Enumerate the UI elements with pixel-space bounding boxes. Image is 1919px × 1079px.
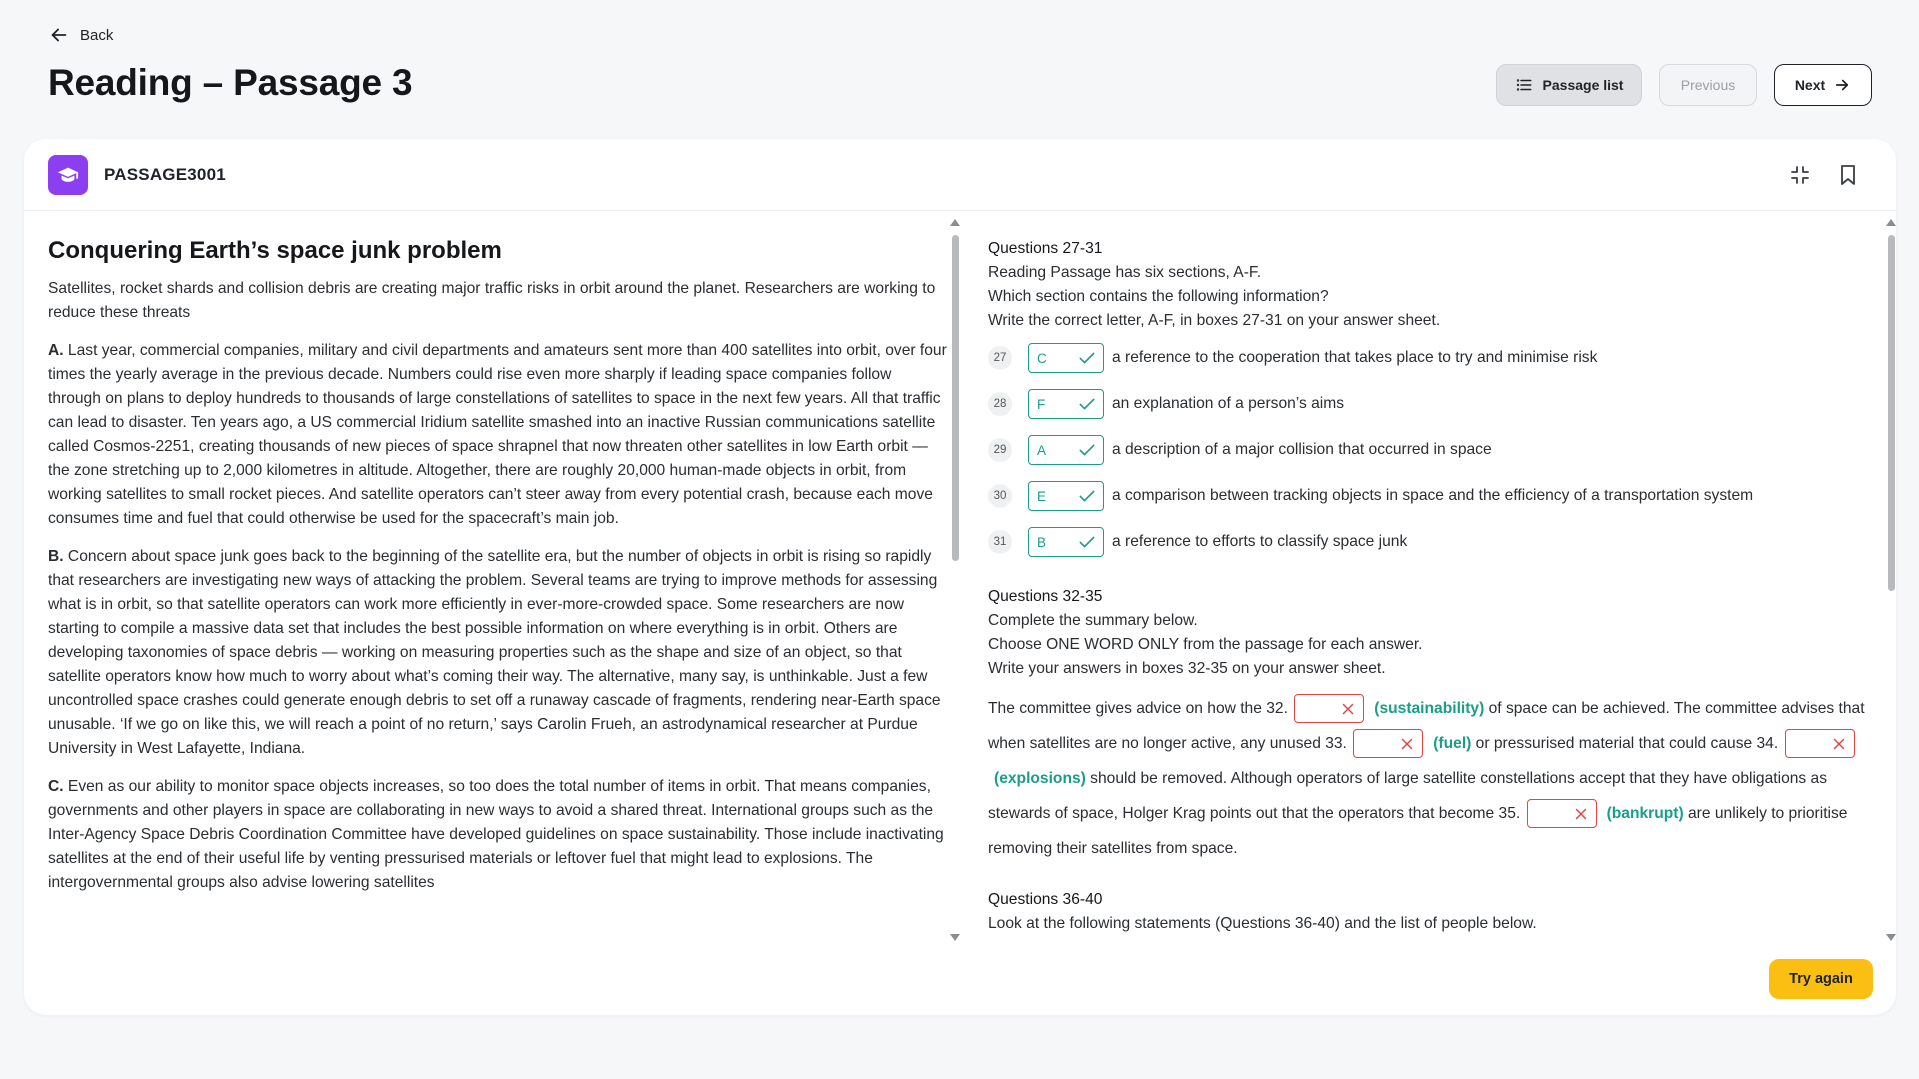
question-row <box>988 427 1880 473</box>
answer-select[interactable] <box>1028 481 1104 511</box>
question-row <box>988 519 1880 565</box>
instruction-line: Look at the following statements (Questions 36-40) and the list of people below. <box>988 915 1537 932</box>
next-button[interactable] <box>1774 64 1872 106</box>
summary-text: of space can be achieved. The committee advises that when satellites are no longer active, any unused 33. <box>988 700 1865 752</box>
question-number: 31 <box>988 530 1012 554</box>
instruction-line: Reading Passage has six sections, A-F. <box>988 264 1262 281</box>
scroll-thumb[interactable] <box>952 235 959 561</box>
correct-answer: (fuel) <box>1433 735 1472 752</box>
passage-list-button[interactable] <box>1496 64 1642 106</box>
bookmark-icon[interactable] <box>1836 163 1860 187</box>
scroll-up-arrow[interactable] <box>950 219 960 226</box>
summary-text: The committee gives advice on how the 32. <box>988 700 1288 717</box>
check-icon <box>1077 394 1097 414</box>
passage-code: PASSAGE3001 <box>104 165 226 184</box>
answer-input-33[interactable] <box>1353 729 1423 758</box>
paragraph-letter: A. <box>48 342 64 359</box>
collapse-icon[interactable] <box>1788 163 1812 187</box>
answer-select[interactable] <box>1028 527 1104 557</box>
question-number: 27 <box>988 346 1012 370</box>
instruction-line: Write the correct letter, A-F, in boxes 27-31 on your answer sheet. <box>988 312 1441 329</box>
arrow-left-icon <box>48 24 70 46</box>
question-number: 29 <box>988 438 1012 462</box>
summary-text: or pressurised material that could cause 34. <box>1471 735 1779 752</box>
summary-paragraph <box>988 691 1880 866</box>
list-icon <box>1515 76 1533 94</box>
questions-pane <box>988 223 1880 943</box>
scroll-up-arrow[interactable] <box>1886 219 1896 226</box>
passage-scrollbar[interactable] <box>948 219 962 941</box>
paragraph-a <box>48 339 948 531</box>
question-text: a reference to the cooperation that takes place to try and minimise risk <box>1112 349 1598 366</box>
correct-answer: (sustainability) <box>1374 700 1485 717</box>
question-row <box>988 381 1880 427</box>
question-text: a reference to efforts to classify space junk <box>1112 533 1408 550</box>
check-icon <box>1077 486 1097 506</box>
passage-title: Conquering Earth’s space junk problem <box>48 237 502 264</box>
try-again-label: Try again <box>1789 971 1853 987</box>
cross-icon <box>1339 700 1357 718</box>
answer-value: A <box>1037 442 1047 458</box>
passage-list-label: Passage list <box>1542 77 1624 93</box>
graduation-cap-icon <box>48 155 88 195</box>
back-button[interactable] <box>48 24 113 46</box>
questions-heading: Questions 36-40 <box>988 891 1103 908</box>
passage-lead: Satellites, rocket shards and collision debris are creating major traffic risks in orbit around the planet. Researchers are working to reduce these threats <box>48 280 936 321</box>
top-bar <box>0 0 1919 140</box>
instruction-line: Choose ONE WORD ONLY from the passage for each answer. <box>988 636 1423 653</box>
try-again-button[interactable] <box>1769 959 1873 999</box>
paragraph-letter: C. <box>48 778 64 795</box>
questions-scrollbar[interactable] <box>1884 219 1898 941</box>
answer-input-34[interactable] <box>1785 729 1855 758</box>
card-header <box>24 139 1896 211</box>
check-icon <box>1077 532 1097 552</box>
scroll-thumb[interactable] <box>1888 235 1895 591</box>
answer-select[interactable] <box>1028 435 1104 465</box>
summary-text: are unlikely to prioritise removing their satellites from space. <box>988 805 1848 857</box>
paragraph-c <box>48 775 948 895</box>
questions-heading: Questions 27-31 <box>988 240 1103 257</box>
cross-icon <box>1830 735 1848 753</box>
question-row <box>988 335 1880 381</box>
cross-icon <box>1398 735 1416 753</box>
answer-value: E <box>1037 488 1047 504</box>
scroll-down-arrow[interactable] <box>950 934 960 941</box>
page-title: Reading – Passage 3 <box>48 62 413 103</box>
instruction-line: Complete the summary below. <box>988 612 1198 629</box>
previous-button[interactable] <box>1659 64 1757 106</box>
question-text: a comparison between tracking objects in space and the efficiency of a transportation system <box>1112 487 1754 504</box>
correct-answer: (explosions) <box>994 770 1086 787</box>
questions-heading: Questions 32-35 <box>988 588 1103 605</box>
question-text: an explanation of a person’s aims <box>1112 395 1345 412</box>
question-text: a description of a major collision that occurred in space <box>1112 441 1492 458</box>
question-list <box>988 335 1880 565</box>
instruction-line: Write your answers in boxes 32-35 on your answer sheet. <box>988 660 1386 677</box>
back-label: Back <box>80 26 114 44</box>
arrow-right-icon <box>1833 76 1851 94</box>
scroll-down-arrow[interactable] <box>1886 934 1896 941</box>
answer-input-32[interactable] <box>1294 694 1364 723</box>
check-icon <box>1077 348 1097 368</box>
cross-icon <box>1572 805 1590 823</box>
next-label: Next <box>1794 77 1826 93</box>
answer-select[interactable] <box>1028 343 1104 373</box>
paragraph-b <box>48 545 948 761</box>
answer-value: C <box>1037 350 1047 366</box>
question-row <box>988 473 1880 519</box>
check-icon <box>1077 440 1097 460</box>
answer-value: B <box>1037 534 1047 550</box>
answer-value: F <box>1037 396 1046 412</box>
summary-text: should be removed. Although operators of large satellite constellations accept that they have obligations as stewards of space, Holger Krag points out that the operators that become 35. <box>988 770 1828 822</box>
question-number: 30 <box>988 484 1012 508</box>
passage-card <box>24 139 1896 1015</box>
answer-input-35[interactable] <box>1527 799 1597 828</box>
correct-answer: (bankrupt) <box>1606 805 1684 822</box>
answer-select[interactable] <box>1028 389 1104 419</box>
instruction-line: Which section contains the following information? <box>988 288 1329 305</box>
paragraph-text: Concern about space junk goes back to the beginning of the satellite era, but the number of objects in orbit is rising so rapidly that researchers are investigating new ways of attacking the problem. Several teams are trying to improve methods for assessing what is in orbit, so that satellite operators can work more efficiently in ever-more-crowded space. Some researchers are now starting to compile a massive data set that includes the best possible information on where everything is in orbit. Others are developing taxonomies of space debris — working on measuring properties such as the shape and size of an object, so that satellite operators know how much to worry about what’s coming their way. The alternative, many say, is unthinkable. Just a few uncontrolled space crashes could generate enough debris to set off a runaway cascade of fragments, rendering near-Earth space unusable. ‘If we go on like this, we will reach a point of no return,’ says Carolin Frueh, an astrodynamical researcher at Purdue University in West Lafayette, Indiana. <box>48 548 941 757</box>
question-number: 28 <box>988 392 1012 416</box>
previous-label: Previous <box>1680 77 1736 93</box>
passage-pane <box>48 223 948 943</box>
paragraph-text: Last year, commercial companies, military and civil departments and amateurs sent more than 400 satellites into orbit, over four times the yearly average in the previous decade. Numbers could rise even more sharply if leading space companies follow through on plans to deploy hundreds to thousands of large constellations of satellites to space in the next few years. All that traffic can lead to disaster. Ten years ago, a US commercial Iridium satellite smashed into an inactive Russian communications satellite called Cosmos-2251, creating thousands of new pieces of space shrapnel that now threaten other satellites in low Earth orbit — the zone stretching up to 2,000 kilometres in altitude. Altogether, there are roughly 20,000 human-made objects in orbit, from working satellites to small rocket pieces. And satellite operators can’t steer away from every potential crash, because each move consumes time and fuel that could otherwise be used for the spacecraft’s main job. <box>48 342 947 527</box>
paragraph-letter: B. <box>48 548 64 565</box>
paragraph-text: Even as our ability to monitor space objects increases, so too does the total number of items in orbit. That means companies, governments and other players in space are collaborating in new ways to avoid a shared threat. International groups such as the Inter-Agency Space Debris Coordination Committee have developed guidelines on space sustainability. Those include inactivating satellites at the end of their useful life by venting pressurised materials or leftover fuel that might lead to explosions. The intergovernmental groups also advise lowering satellites <box>48 778 944 891</box>
